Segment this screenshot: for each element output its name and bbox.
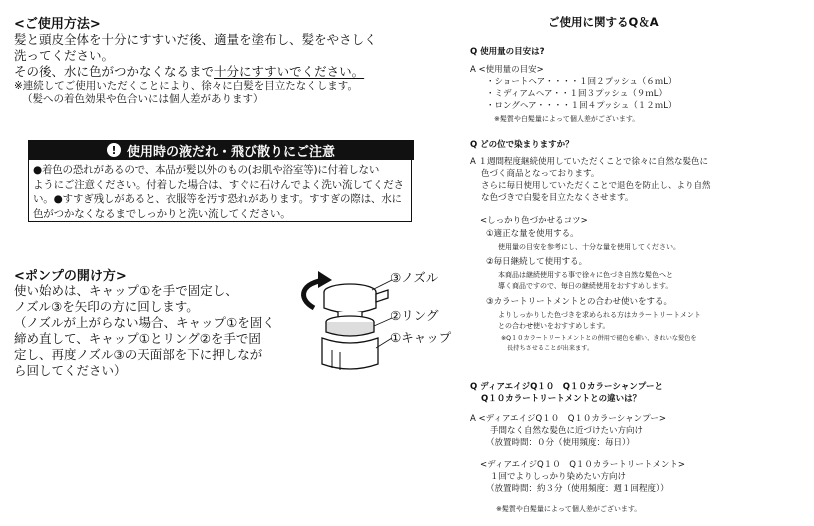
usage-note-2: （髪への着色効果や色合いには個人差があります） (22, 93, 264, 105)
pump-heading: <ポンプの開け方> (14, 269, 127, 284)
warning-line: ようにご注意ください。付着した場合は、すぐに石けんでよく洗い流してくださ (33, 178, 404, 191)
a3-treatment-heading: <ディアエイジQ１０ Q１０カラートリートメント> (480, 460, 685, 470)
a1-head: A <使用量の目安> (470, 65, 544, 75)
usage-line-3-text: その後、水に色がつかなくなるまで (14, 64, 215, 79)
arrow-head-icon (318, 271, 332, 288)
pump-line-1: 使い始めは、キャップ①を手で固定し、 (14, 283, 238, 298)
ring-label: ②リング (390, 308, 439, 323)
a2-line: さらに毎日使用していただくことで退色を防止し、より自然 (481, 181, 711, 191)
q1: Q 使用量の目安は? (470, 47, 545, 57)
pump-illustration (292, 268, 402, 378)
tip-2-body: 本商品は継続使用する事で徐々に色づき自然な髪色へと (498, 271, 673, 279)
a1-note: ※髪質や白髪量によって個人差がございます。 (494, 115, 640, 123)
pump-line-2: ノズル③を矢印の方に回します。 (14, 299, 199, 314)
a3-shampoo-line: 手間なく自然な髪色に近づけたい方向け (490, 426, 644, 436)
q3-line-2: Q１０カラートリートメントとの違いは？ (481, 394, 642, 404)
a3-treatment-line: １回でよりしっかり染めたい方向け (490, 472, 627, 482)
tip-3-note: ※Q１０カラートリートメントとの併用で褪色を補い、きれいな髪色を (501, 335, 697, 342)
a2-line: な色づきで白髪を目立たなくさせます。 (481, 193, 634, 203)
warning-header (28, 140, 414, 160)
tip-2-heading: ②毎日継続して使用する。 (486, 257, 588, 267)
tip-3-heading: ③カラートリートメントとの合わせ使いをする。 (486, 297, 673, 307)
qa-title: ご使用に関するQ＆A (548, 15, 659, 29)
a3-shampoo-heading: A <ディアエイジQ１０ Q１０カラーシャンプー> (470, 414, 666, 424)
tip-1-body: 使用量の目安を参考にし、十分な量を使用してください。 (498, 243, 680, 251)
a3-treatment-line: （放置時間：約３分（使用頻度：週１回程度）） (486, 484, 669, 494)
a2-line: A １週間程度継続使用していただくことで徐々に自然な髪色に (470, 157, 709, 167)
warning-line: 色がつかなくなるまでしっかりと洗い流してください。 (33, 207, 291, 220)
q3-line-1: Q ディアエイジQ１０ Q１０カラーシャンプーと (470, 382, 663, 392)
a3-note: ※髪質や白髪量によって個人差がございます。 (496, 505, 642, 513)
tips-heading: <しっかり色づかせるコツ> (480, 216, 588, 226)
warning-box (28, 160, 412, 222)
warning-line: い。●すすぎ残しがあると、衣服等を汚す恐れがあります。すすぎの際は、水に (33, 193, 402, 205)
nozzle-label: ③ノズル (390, 270, 439, 285)
pump-line-4: 締め直して、キャップ①とリング②を手で固 (14, 331, 261, 346)
tip-3-body: との合わせ使いをおすすめします。 (498, 322, 610, 330)
q2: Q どの位で染まりますか？ (470, 140, 574, 150)
a1-item: ・ミディアムヘア・・１回３プッシュ（９ｍL） (486, 89, 667, 99)
exclamation-icon: ! (107, 143, 121, 157)
a1-item: ・ロングヘア・・・・１回４プッシュ（１２ｍL） (486, 101, 677, 111)
usage-note-1: ※連続してご使用いただくことにより、徐々に白髪を目立たなくします。 (14, 80, 358, 92)
usage-heading: <ご使用方法> (14, 17, 101, 32)
tip-1-heading: ①適正な量を使用する。 (486, 229, 579, 239)
pump-line-5: 定し、再度ノズル③の天面部を下に押しなが (14, 347, 263, 362)
a1-item: ・ショートヘア・・・・１回２プッシュ（６ｍL） (486, 77, 677, 87)
a2-line: 色づく商品となっております。 (481, 169, 600, 179)
pump-line-3: （ノズルが上がらない場合、キャップ①を固く (14, 315, 275, 330)
pump-line-6: ら回してください） (14, 363, 127, 378)
tip-3-note: 長持ちさせることが出来ます。 (507, 345, 594, 352)
tip-3-body: よりしっかりした色づきを求められる方はカラートリートメント (498, 311, 701, 319)
usage-line-3-underlined: 十分にすすいでください。 (214, 64, 365, 79)
usage-line-2: 洗ってください。 (14, 48, 115, 63)
warning-line: ●着色の恐れがあるので、本品が髪以外のもの(お肌や浴室等)に付着しない (33, 164, 380, 176)
warning-title: 使用時の液だれ・飛び散りにご注意 (126, 144, 335, 160)
cap-label: ①キャップ (390, 330, 452, 345)
usage-line-3 (14, 64, 364, 80)
tip-2-body: 導く商品ですので、毎日の継続使用をおすすめします。 (498, 282, 673, 290)
usage-line-1: 髪と頭皮全体を十分にすすいだ後、適量を塗布し、髪をやさしく (14, 32, 377, 47)
a3-shampoo-line: （放置時間：０分（使用頻度：毎日）） (486, 438, 635, 448)
